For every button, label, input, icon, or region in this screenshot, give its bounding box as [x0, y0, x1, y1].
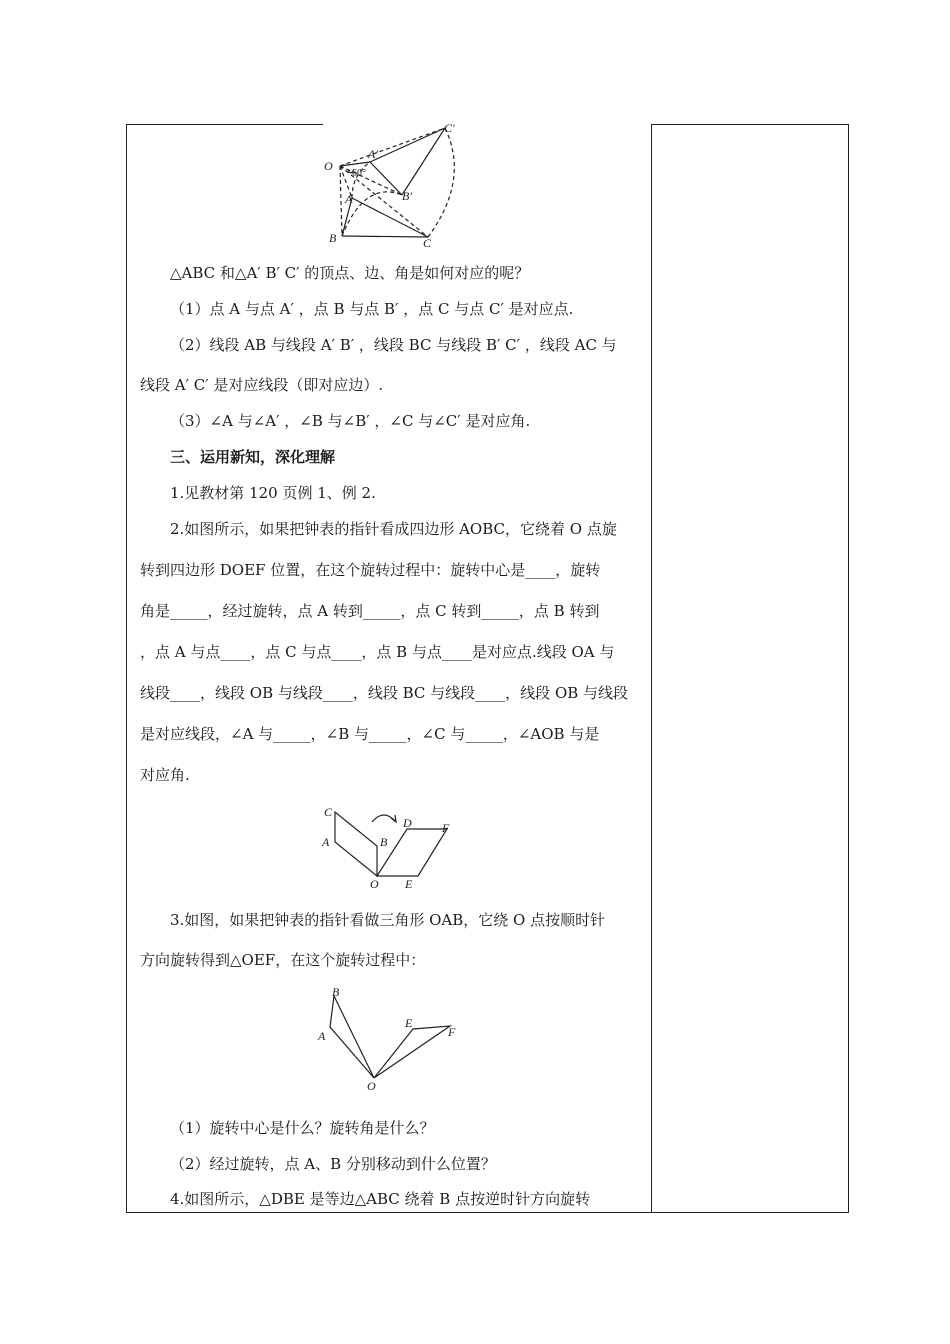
- fig2-label-e: E: [405, 877, 413, 891]
- fig2-label-f: F: [442, 821, 450, 835]
- exercise-2-line-7: 对应角.: [140, 766, 190, 784]
- fig1-label-b: B: [329, 231, 337, 245]
- exercise-2-line-1: 2.如图所示，如果把钟表的指针看成四边形 AOBC，它绕着 O 点旋: [170, 520, 617, 538]
- exercise-2-line-5: 线段____，线段 OB 与线段____，线段 BC 与线段____，线段 OB 与线段: [140, 684, 629, 702]
- exercise-4-line-1: 4.如图所示，△DBE 是等边△ABC 绕着 B 点按逆时针方向旋转: [170, 1190, 591, 1208]
- fig3-label-o: O: [367, 1079, 376, 1092]
- answer-segments-line-1: （2）线段 AB 与线段 A′ B′ ，线段 BC 与线段 B′ C′ ，线段 AC 与: [170, 336, 617, 354]
- exercise-3-line-2: 方向旋转得到△OEF，在这个旋转过程中：: [140, 951, 426, 969]
- section-heading: 三、运用新知，深化理解: [170, 448, 336, 466]
- fig1-label-a: A: [345, 192, 353, 206]
- fig1-label-o: O: [324, 159, 333, 173]
- question-correspondence: △ABC 和△A′ B′ C′ 的顶点、边、角是如何对应的呢？: [170, 264, 530, 282]
- exercise-2-line-3: 角是_____，经过旋转，点 A 转到_____，点 C 转到_____，点 B 转到: [140, 602, 600, 620]
- exercise-2-line-6: 是对应线段，∠A 与_____，∠B 与_____，∠C 与_____，∠AOB 与是: [140, 725, 600, 743]
- fig2-label-a: A: [322, 835, 330, 849]
- table-column-divider: [651, 124, 652, 1212]
- fig1-angle-label: 60°: [352, 168, 366, 179]
- fig3-label-b: B: [332, 985, 340, 999]
- question-2: （2）经过旋转，点 A、B 分别移动到什么位置？: [170, 1155, 496, 1173]
- exercise-2-line-2: 转到四边形 DOEF 位置，在这个旋转过程中：旋转中心是____，旋转: [140, 561, 601, 579]
- fig2-label-o: O: [370, 877, 379, 891]
- table-frame: [126, 124, 849, 1213]
- answer-angles: （3）∠A 与∠A′ ，∠B 与∠B′ ，∠C 与∠C′ 是对应角.: [170, 412, 531, 430]
- fig3-label-e: E: [405, 1016, 413, 1030]
- fig1-label-c: C: [423, 236, 432, 250]
- fig2-label-b: B: [380, 835, 388, 849]
- answer-segments-line-2: 线段 A′ C′ 是对应线段（即对应边）.: [140, 376, 384, 394]
- fig2-label-c: C: [324, 805, 333, 819]
- answer-points: （1）点 A 与点 A′ ，点 B 与点 B′ ，点 C 与点 C′ 是对应点.: [170, 300, 574, 318]
- rotation-figure-triangle: [320, 120, 470, 250]
- exercise-1: 1.见教材第 120 页例 1、例 2.: [170, 484, 376, 502]
- exercise-3-line-1: 3.如图，如果把钟表的指针看做三角形 OAB，它绕 O 点按顺时针: [170, 911, 606, 929]
- fig2-label-d: D: [403, 816, 412, 830]
- fig3-label-a: A: [318, 1029, 326, 1043]
- fig1-label-c-prime: C′: [444, 121, 455, 135]
- rotation-figure-parallelograms: [318, 800, 468, 892]
- fig1-label-a-prime: A′: [368, 147, 378, 161]
- question-1: （1）旋转中心是什么？旋转角是什么？: [170, 1119, 435, 1137]
- rotation-figure-triangles: [310, 982, 470, 1092]
- fig1-label-b-prime: B′: [402, 189, 412, 203]
- fig3-label-f: F: [448, 1025, 456, 1039]
- exercise-2-line-4: ，点 A 与点____，点 C 与点____，点 B 与点____是对应点.线段 OA 与: [140, 643, 615, 661]
